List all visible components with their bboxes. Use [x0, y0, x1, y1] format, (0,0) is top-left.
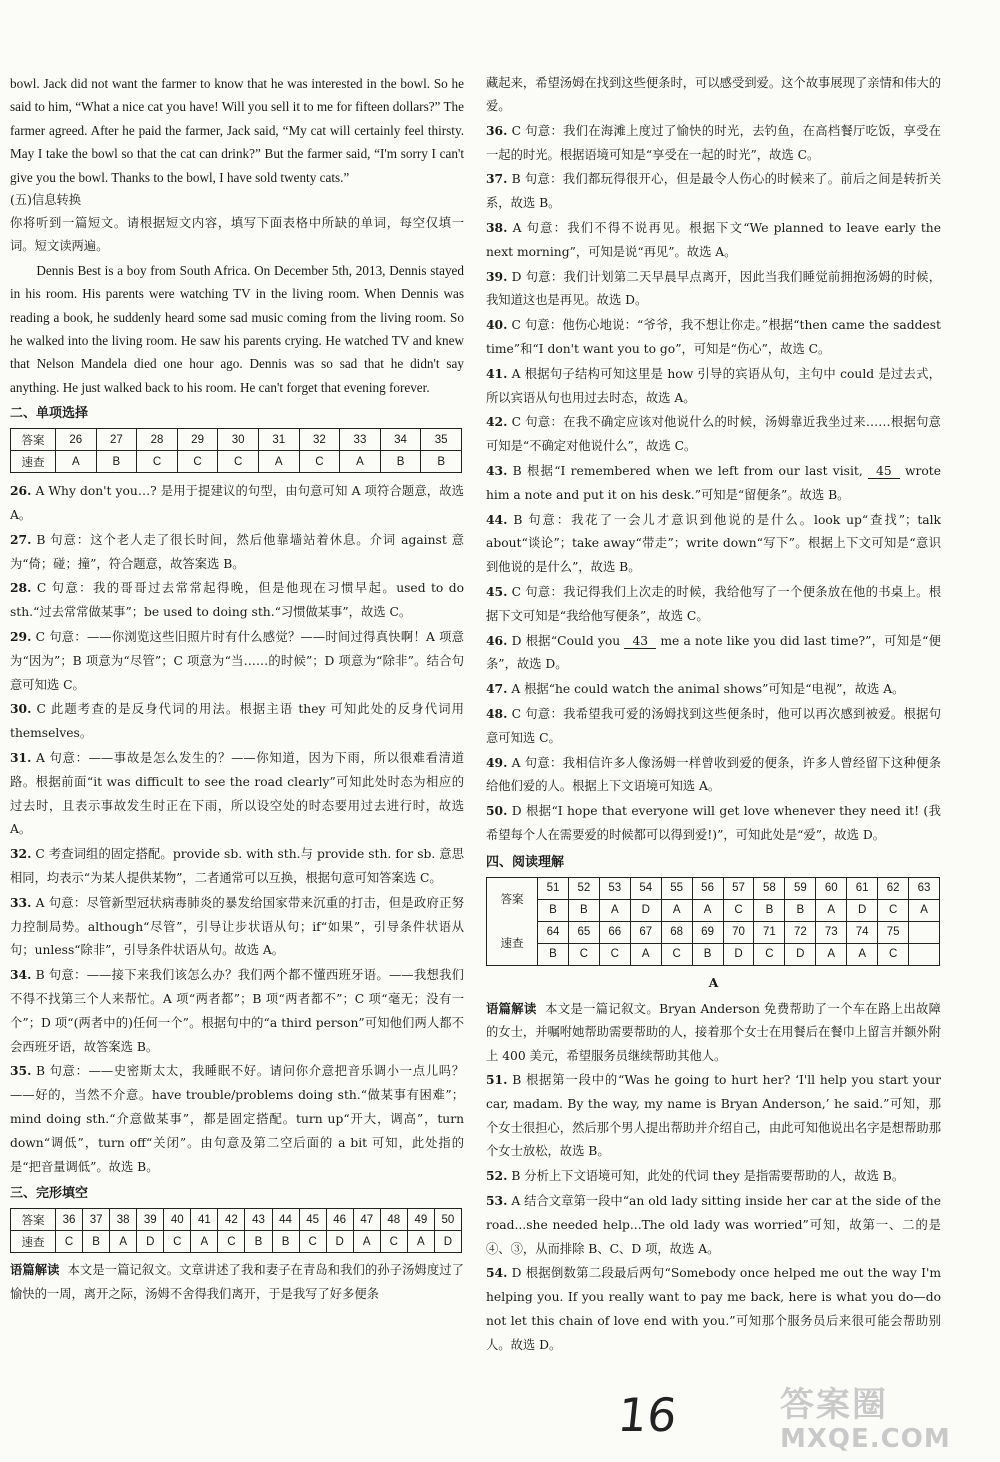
answer-cell: A [599, 899, 630, 921]
question-number: 49. [486, 754, 508, 770]
explanation-item [486, 799, 941, 848]
answer-cell: D [434, 1231, 461, 1253]
passage-summary [10, 1259, 464, 1306]
section-three-title: 三、完形填空 [10, 1186, 89, 1202]
answer-cell: B [785, 899, 816, 921]
answer-cell: D [137, 1231, 164, 1253]
question-number: 26. [10, 483, 32, 499]
question-number: 31 [258, 429, 299, 451]
question-number: 61 [847, 877, 878, 899]
section-five-instructions: 你将听到一篇短文。请根据短文内容，填写下面表格中所缺的单词，每空仅填一词。短文读两遍。 [10, 216, 464, 254]
question-number: 30 [218, 429, 259, 451]
answer-cell: C [599, 943, 630, 965]
question-number: 48 [380, 1209, 407, 1231]
explanation-item [486, 216, 941, 265]
question-number: 46. [486, 632, 508, 648]
answer-cell: A [110, 1231, 137, 1253]
question-number: 63 [909, 877, 940, 899]
explanation-text: D 根据倒数第二段最后两句“Somebody once helped me out the way I'm helping you. If you really want to pay me back, here is what you do—do not let this chain of love end with you.”可知那个服务员后来很可能会帮助别人。故选 D。 [486, 1266, 941, 1352]
explanation-text: A 句意：我们不得不说再见。根据下文“We planned to leave early the next morning”，可知是说“再见”。故选 A。 [486, 221, 941, 259]
question-number: 27. [10, 531, 32, 547]
question-number: 70 [723, 921, 754, 943]
answer-table-single-choice [10, 428, 462, 473]
explanation-text: C 句意：他伤心地说：“爷爷，我不想让你走。”根据“then came the saddest time”和“I don't want you to go”，可知是“伤心”，故选 C。 [486, 318, 941, 356]
answer-cell: B [568, 899, 599, 921]
blank-number: 43 [624, 634, 656, 649]
explanation-item [10, 576, 464, 625]
answer-cell: D [723, 943, 754, 965]
explanation-text: C 此题考查的是反身代词的用法。根据主语 they 可知此处的反身代词用 themselves。 [10, 702, 464, 741]
explanation-text: B 根据第一段中的“Was he going to hurt her? ‘I'll help you start your car, madam. By the way, my name is Bryan Anderson,’ he said.”可知，那个女士很担心，然后那个男人提出帮助并介绍自己，由此可知他说出名字是想帮助那个女士放松，故选 B。 [486, 1072, 941, 1159]
question-number: 66 [599, 921, 630, 943]
passage-letter: A [708, 974, 719, 990]
answer-cell: B [245, 1231, 272, 1253]
question-number: 46 [326, 1209, 353, 1231]
question-number: 54 [630, 877, 661, 899]
explanation-item [486, 313, 941, 362]
answer-table-reading [486, 877, 940, 966]
question-number: 34 [380, 429, 421, 451]
passage-summary [486, 998, 941, 1068]
question-number: 37. [486, 171, 508, 187]
section-four-title: 四、阅读理解 [486, 854, 565, 870]
table-header-answer: 答案 [11, 429, 56, 451]
question-number: 42. [486, 414, 508, 430]
question-number: 73 [816, 921, 847, 943]
question-number: 39. [486, 268, 508, 284]
explanation-text: A 句意：尽管新型冠状病毒肺炎的暴发给国家带来沉重的打击，但是政府正努力控制局势。although“尽管”，引导让步状语从句；if“如果”，引导条件状语从句；unless“除非”，引导条件状语从句。故选 A。 [10, 895, 464, 958]
explanation-text: C 句意：我记得我们上次走的时候，我给他写了一个便条放在他的书桌上。根据下文可知是“我给他写便条”，故选 C。 [486, 584, 941, 623]
question-number: 34. [10, 967, 32, 983]
answer-cell: D [785, 943, 816, 965]
answer-cell: D [326, 1231, 353, 1253]
explanation-item [486, 702, 941, 751]
question-number: 43 [245, 1209, 272, 1231]
answer-cell: C [299, 451, 340, 473]
question-number: 39 [137, 1209, 164, 1231]
explanation-text: B 根据“I remembered when we left from our last visit, [512, 463, 863, 478]
question-number: 45 [299, 1209, 326, 1231]
explanation-item [486, 508, 941, 580]
listening-passage: Dennis Best is a boy from South Africa. On December 5th, 2013, Dennis stayed in his room. His parents were watching TV in the living room. When Dennis was reading a book, he suddenly heard some sad music coming from the living room. So he walked into the living room. He saw his parents crying. He watched TV and knew that Nelson Mandela died one hour ago. Dennis was so sad that he didn't say anything. He just walked back to his room. He can't forget that evening forever. [10, 262, 464, 395]
explanation-item [486, 119, 941, 168]
answer-cell: B [83, 1231, 110, 1253]
question-number: 40 [164, 1209, 191, 1231]
explanation-item [10, 697, 464, 746]
explanation-item [10, 963, 464, 1059]
answer-cell: C [299, 1231, 326, 1253]
answer-cell: C [218, 1231, 245, 1253]
question-number: 69 [692, 921, 723, 943]
question-number: 58 [754, 877, 785, 899]
explanation-text: me a note like you did last time?”，可知是“便条”，故选 D。 [486, 633, 941, 672]
explanation-text: D 根据“I hope that everyone will get love whenever they need it! (我希望每个人在需要爱的时候都可以得到爱!)”，可知此处是“爱”，故选 D。 [486, 804, 941, 842]
answer-cell: C [878, 899, 909, 921]
question-number: 36 [56, 1209, 83, 1231]
answer-cell: B [754, 899, 785, 921]
explanation-item [486, 1189, 941, 1261]
answer-cell: A [407, 1231, 434, 1253]
explanation-text: C 句意：——你浏览这些旧照片时有什么感觉？——时间过得真快啊！A 项意为“因为”；B 项意为“尽管”；C 项意为“当……的时候”；D 项意为“除非”。结合句意可知选 C。 [10, 630, 464, 692]
question-number: 52 [568, 877, 599, 899]
question-number: 38 [110, 1209, 137, 1231]
cloze-explanations-a [486, 119, 941, 459]
answer-cell: B [692, 943, 723, 965]
explanation-text: C 句意：在我不确定应该对他说什么的时候，汤姆靠近我坐过来……根据句意可知是“不确定对他说什么”，故选 C。 [486, 415, 941, 454]
question-number: 55 [661, 877, 692, 899]
answer-cell: D [847, 899, 878, 921]
question-number: 33. [10, 894, 32, 910]
answer-cell: A [56, 451, 97, 473]
question-number: 44. [486, 511, 508, 527]
question-number: 50. [486, 803, 508, 819]
question-number: 44 [272, 1209, 299, 1231]
explanation-text: A 句意：我相信许多人像汤姆一样曾收到爱的便条，许多人曾经留下这种便条给他们爱的人。根据上下文语境可知选 A。 [486, 755, 941, 794]
question-number: 53 [599, 877, 630, 899]
empty-cell [909, 943, 940, 965]
explanation-text: wrote him a note and put it on his desk.”可知是“留便条”。故选 B。 [486, 463, 941, 502]
answer-cell: C [177, 451, 218, 473]
explanation-item [486, 362, 941, 411]
answer-cell: C [723, 899, 754, 921]
left-column [10, 72, 464, 1306]
question-number: 52. [486, 1168, 508, 1184]
explanation-46 [486, 629, 941, 678]
explanation-text: B 句意：——史密斯太太，我睡眠不好。请问你介意把音乐调小一点儿吗？——好的，当然不介意。have trouble/problems doing sth.“做某事有困难”；mind doing sth.“介意做某事”，都是固定搭配。turn up“开大，调高”，turn down“调低”，turn off“关闭”。由句意及第二空后面的 a bit 可知，此处指的是“把音量调低”。故选 B。 [10, 1064, 464, 1174]
explanation-text: C 考查词组的固定搭配。provide sb. with sth.与 provide sth. for sb. 意思相同，均表示“为某人提供某物”，二者通常可以互换，根据句意可知答案选 C。 [10, 847, 464, 886]
question-number: 38. [486, 220, 508, 235]
question-number: 40. [486, 317, 508, 333]
question-number: 65 [568, 921, 599, 943]
explanation-item [10, 1059, 464, 1179]
answer-cell: C [137, 451, 178, 473]
question-number: 49 [407, 1209, 434, 1231]
question-number: 59 [785, 877, 816, 899]
answer-cell: A [692, 899, 723, 921]
answer-cell: A [816, 943, 847, 965]
page-number: 16 [615, 1388, 680, 1442]
answer-cell: A [258, 451, 299, 473]
answer-cell: A [340, 451, 381, 473]
answer-cell: C [568, 943, 599, 965]
answer-cell: C [164, 1231, 191, 1253]
explanation-item [486, 677, 941, 702]
explanation-item [486, 167, 941, 216]
question-number: 47. [486, 681, 508, 697]
cloze-explanations-b [486, 508, 941, 629]
question-number: 35. [10, 1063, 32, 1079]
explanation-item [486, 1068, 941, 1164]
explanation-text: A Why don't you…? 是用于提建议的句型，由句意可知 A 项符合题意，故选 A。 [10, 484, 464, 523]
answer-cell: C [218, 451, 259, 473]
explanation-item [486, 265, 941, 314]
table-header-quickcheck: 速查 [11, 451, 56, 473]
answer-cell: C [754, 943, 785, 965]
answer-cell: A [630, 943, 661, 965]
question-number: 68 [661, 921, 692, 943]
answer-table-cloze [10, 1208, 462, 1253]
question-number: 72 [785, 921, 816, 943]
explanation-text: A 句意：——事故是怎么发生的？——你知道，因为下雨，所以很难看清道路。根据前面“it was difficult to see the road clearly”可知此处时态为相应的过去时，且表示事故发生时正在下雨，所以设空处的时态要用过去进行时，故选 A。 [10, 751, 464, 837]
table-header-answer: 答案 [487, 877, 538, 921]
answer-cell: A [191, 1231, 218, 1253]
answer-cell: B [272, 1231, 299, 1253]
explanation-item [10, 746, 464, 842]
summary-label: 语篇解读 [10, 1263, 60, 1278]
question-number: 43. [486, 462, 508, 478]
explanation-item [10, 842, 464, 891]
question-number: 71 [754, 921, 785, 943]
question-number: 30. [10, 701, 32, 717]
explanation-item [486, 1261, 941, 1357]
answer-cell: B [96, 451, 137, 473]
question-number: 45. [486, 583, 508, 599]
explanation-item [10, 625, 464, 697]
question-number: 41 [191, 1209, 218, 1231]
answer-cell: B [538, 899, 569, 921]
answer-cell: A [816, 899, 847, 921]
answer-cell: D [630, 899, 661, 921]
summary-label: 语篇解读 [486, 1001, 537, 1016]
table-header-answer: 答案 [11, 1209, 56, 1231]
question-number: 62 [878, 877, 909, 899]
explanation-item [486, 580, 941, 629]
answer-cell: A [661, 899, 692, 921]
question-number: 32 [299, 429, 340, 451]
question-number: 47 [353, 1209, 380, 1231]
table-header-quickcheck: 速查 [11, 1231, 56, 1253]
explanation-text: D 根据“Could you [511, 633, 621, 648]
section-five-title: (五)信息转换 [10, 193, 82, 208]
watermark-url: MXQE.COM [780, 1424, 951, 1454]
reading-explanations [486, 1068, 941, 1358]
explanation-text: B 分析上下文语境可知，此处的代词 they 是指需要帮助的人，故选 B。 [511, 1169, 905, 1184]
section-two-title: 二、单项选择 [10, 406, 89, 422]
question-number: 28 [137, 429, 178, 451]
question-number: 32. [10, 846, 32, 862]
table-header-quickcheck: 速查 [487, 921, 538, 965]
question-number: 35 [421, 429, 462, 451]
explanation-item [486, 751, 941, 800]
explanation-text: B 句意：我们都玩得很开心，但是最令人伤心的时候来了。前后之间是转折关系，故选 B。 [486, 172, 941, 211]
answer-cell: A [909, 899, 940, 921]
answer-cell: B [421, 451, 462, 473]
question-number: 57 [723, 877, 754, 899]
answer-cell: B [380, 451, 421, 473]
explanation-text: C 句意：我希望我可爱的汤姆找到这些便条时，他可以再次感到被爱。根据句意可知选 C。 [486, 706, 941, 745]
explanation-text: A 根据句子结构可知这里是 how 引导的宾语从句，主句中 could 是过去式，所以宾语从句也用过去时态，故选 A。 [486, 366, 941, 405]
answer-cell: C [661, 943, 692, 965]
cloze-explanations-c [486, 677, 941, 848]
question-number: 29 [177, 429, 218, 451]
single-choice-explanations [10, 479, 464, 1179]
explanation-text: B 句意：——接下来我们该怎么办？我们两个都不懂西班牙语。——我想我们不得不找第三个人来帮忙。A 项“两者都”；B 项“两者都不”；C 项“毫无；没有一个”；D 项“(两者中的)任何一个”。根据句中的“a third person”可知他们两人都不会西班牙语，故答案选 B。 [10, 968, 464, 1054]
question-number: 31. [10, 750, 32, 766]
question-number: 27 [96, 429, 137, 451]
question-number: 29. [10, 629, 32, 645]
question-number: 74 [847, 921, 878, 943]
explanation-text: C 句意：我们在海滩上度过了愉快的时光，去钓鱼，在高档餐厅吃饭，享受在一起的时光。根据语境可知是“享受在一起的时光”，故选 C。 [486, 123, 941, 162]
question-number: 48. [486, 705, 508, 721]
summary-continuation: 藏起来，希望汤姆在找到这些便条时，可以感受到爱。这个故事展现了亲情和伟大的爱。 [486, 76, 941, 114]
explanation-text: D 句意：我们计划第二天早晨早点离开，因此当我们睡觉前拥抱汤姆的时候，我知道这也是再见。故选 D。 [486, 269, 941, 308]
question-number: 53. [486, 1192, 508, 1208]
question-number: 37 [83, 1209, 110, 1231]
question-number: 51 [538, 877, 569, 899]
summary-text: 本文是一篇记叙文。文章讲述了我和妻子在青岛和我们的孙子汤姆度过了愉快的一周，离开之际，汤姆不舍得我们离开，于是我写了好多便条 [10, 1263, 464, 1301]
explanation-text: B 句意：这个老人走了很长时间，然后他靠墙站着休息。介词 against 意为“倚；碰；撞”，符合题意，故答案选 B。 [10, 532, 464, 571]
explanation-item [10, 528, 464, 577]
question-number: 75 [878, 921, 909, 943]
explanation-text: A 根据“he could watch the animal shows”可知是“电视”，故选 A。 [511, 682, 905, 697]
empty-cell [909, 921, 940, 943]
question-number: 28. [10, 580, 32, 596]
watermark-text: 答案圈 [780, 1385, 888, 1425]
explanation-text: B 句意：我花了一会儿才意识到他说的是什么。look up“查找”；talk about“谈论”；take away“带走”；write down“写下”。根据上下文可知是“意识到他说的是什么”，故选 B。 [486, 512, 941, 575]
question-number: 41. [486, 365, 508, 381]
question-number: 64 [538, 921, 569, 943]
question-number: 60 [816, 877, 847, 899]
question-number: 54. [486, 1265, 508, 1281]
explanation-text: A 结合文章第一段中“an old lady sitting inside her car at the side of the road...she needed help...The old lady was worried”可知，故第一、二的是④、③，从而排除 B、C、D 项，故选 A。 [486, 1193, 941, 1256]
blank-number: 45 [868, 464, 900, 479]
question-number: 51. [486, 1071, 508, 1087]
explanation-text: C 句意：我的哥哥过去常常起得晚，但是他现在习惯早起。used to do sth.“过去常常做某事”；be used to doing sth.“习惯做某事”，故选 C。 [10, 581, 464, 620]
summary-text: 本文是一篇记叙文。Bryan Anderson 免费帮助了一个车在路上出故障的女士，并嘱咐她帮助需要帮助的人，接着那个女士在用餐后在餐巾上留言并额外附上 400 美元，希望服务员继续帮助其他人。 [486, 1001, 941, 1063]
explanation-item [10, 891, 464, 963]
watermark-logo [780, 1385, 951, 1456]
answer-cell: C [878, 943, 909, 965]
question-number: 42 [218, 1209, 245, 1231]
explanation-item [486, 410, 941, 459]
question-number: 36. [486, 122, 508, 138]
answer-cell: C [56, 1231, 83, 1253]
question-number: 33 [340, 429, 381, 451]
right-column [486, 72, 941, 1358]
question-number: 67 [630, 921, 661, 943]
question-number: 26 [56, 429, 97, 451]
answer-cell: A [847, 943, 878, 965]
answer-cell: B [538, 943, 569, 965]
explanation-item [486, 1164, 941, 1189]
story-continuation: bowl. Jack did not want the farmer to know that he was interested in the bowl. So he said to him, “What a nice cat you have! Will you sell it to me for fifteen dollars?” The farmer agreed. After he paid the farmer, Jack said, “My cat will certainly feel thirsty. May I take the bowl so that the cat can drink?” But the farmer said, “I'm sorry I can't give you the bowl. Thanks to the bowl, I have sold twenty cats.” [10, 76, 464, 185]
answer-cell: A [353, 1231, 380, 1253]
explanation-item [10, 479, 464, 528]
explanation-43 [486, 459, 941, 508]
question-number: 50 [434, 1209, 461, 1231]
question-number: 56 [692, 877, 723, 899]
answer-cell: C [380, 1231, 407, 1253]
